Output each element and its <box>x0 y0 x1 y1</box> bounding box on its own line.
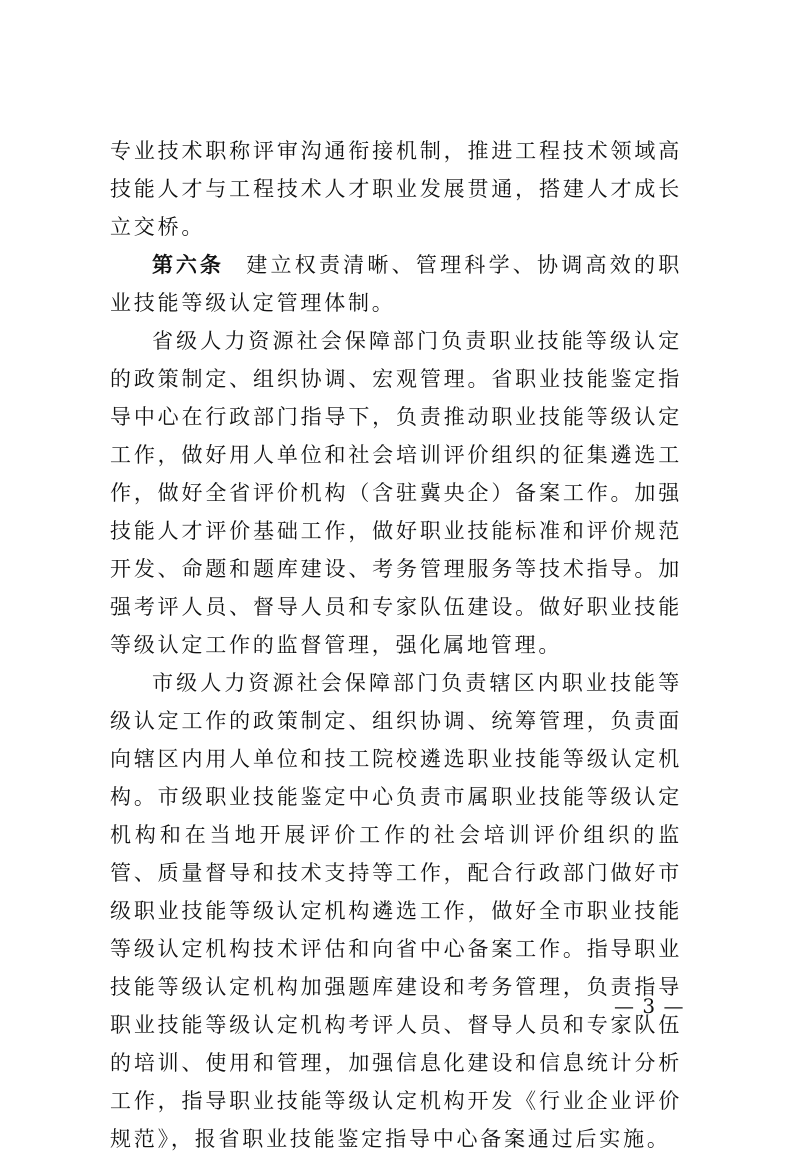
article-six-text: 建立权责清晰、管理科学、协调高效的职业技能等级认定管理体制。 <box>110 253 683 315</box>
page-number: — 3 — <box>614 994 685 1018</box>
provincial-responsibility-paragraph: 省级人力资源社会保障部门负责职业技能等级认定的政策制定、组织协调、宏观管理。省职业技能鉴定指导中心在行政部门指导下，负责推动职业技能等级认定工作，做好用人单位和社会培训评价组织的征集遴选工作，做好全省评价机构（含驻冀央企）备案工作。加强技能人才评价基础工作，做好职业技能标准和评价规范开发、命题和题库建设、考务管理服务等技术指导。加强考评人员、督导人员和专家队伍建设。做好职业技能等级认定工作的监督管理，强化属地管理。 <box>110 329 682 657</box>
article-six-label: 第六条 <box>152 253 224 277</box>
continuation-paragraph: 专业技术职称评审沟通衔接机制，推进工程技术领域高技能人才与工程技术人才职业发展贯通，搭建人才成长立交桥。 <box>110 139 682 239</box>
municipal-responsibility-paragraph: 市级人力资源社会保障部门负责辖区内职业技能等级认定工作的政策制定、组织协调、统筹管理，负责面向辖区内用人单位和技工院校遴选职业技能等级认定机构。市级职业技能鉴定中心负责市属职业技能等级认定机构和在当地开展评价工作的社会培训评价组织的监管、质量督导和技术支持等工作，配合行政部门做好市级职业技能等级认定机构遴选工作，做好全市职业技能等级认定机构技术评估和向省中心备案工作。指导职业技能等级认定机构加强题库建设和考务管理，负责指导职业技能等级认定机构考评人员、督导人员和专家队伍的培训、使用和管理，加强信息化建设和信息统计分析工作，指导职业技能等级认定机构开发《行业企业评价规范》，报省职业技能鉴定指导中心备案通过后实施。 <box>110 671 682 1151</box>
document-body <box>110 132 685 1158</box>
article-six-paragraph <box>110 246 682 322</box>
